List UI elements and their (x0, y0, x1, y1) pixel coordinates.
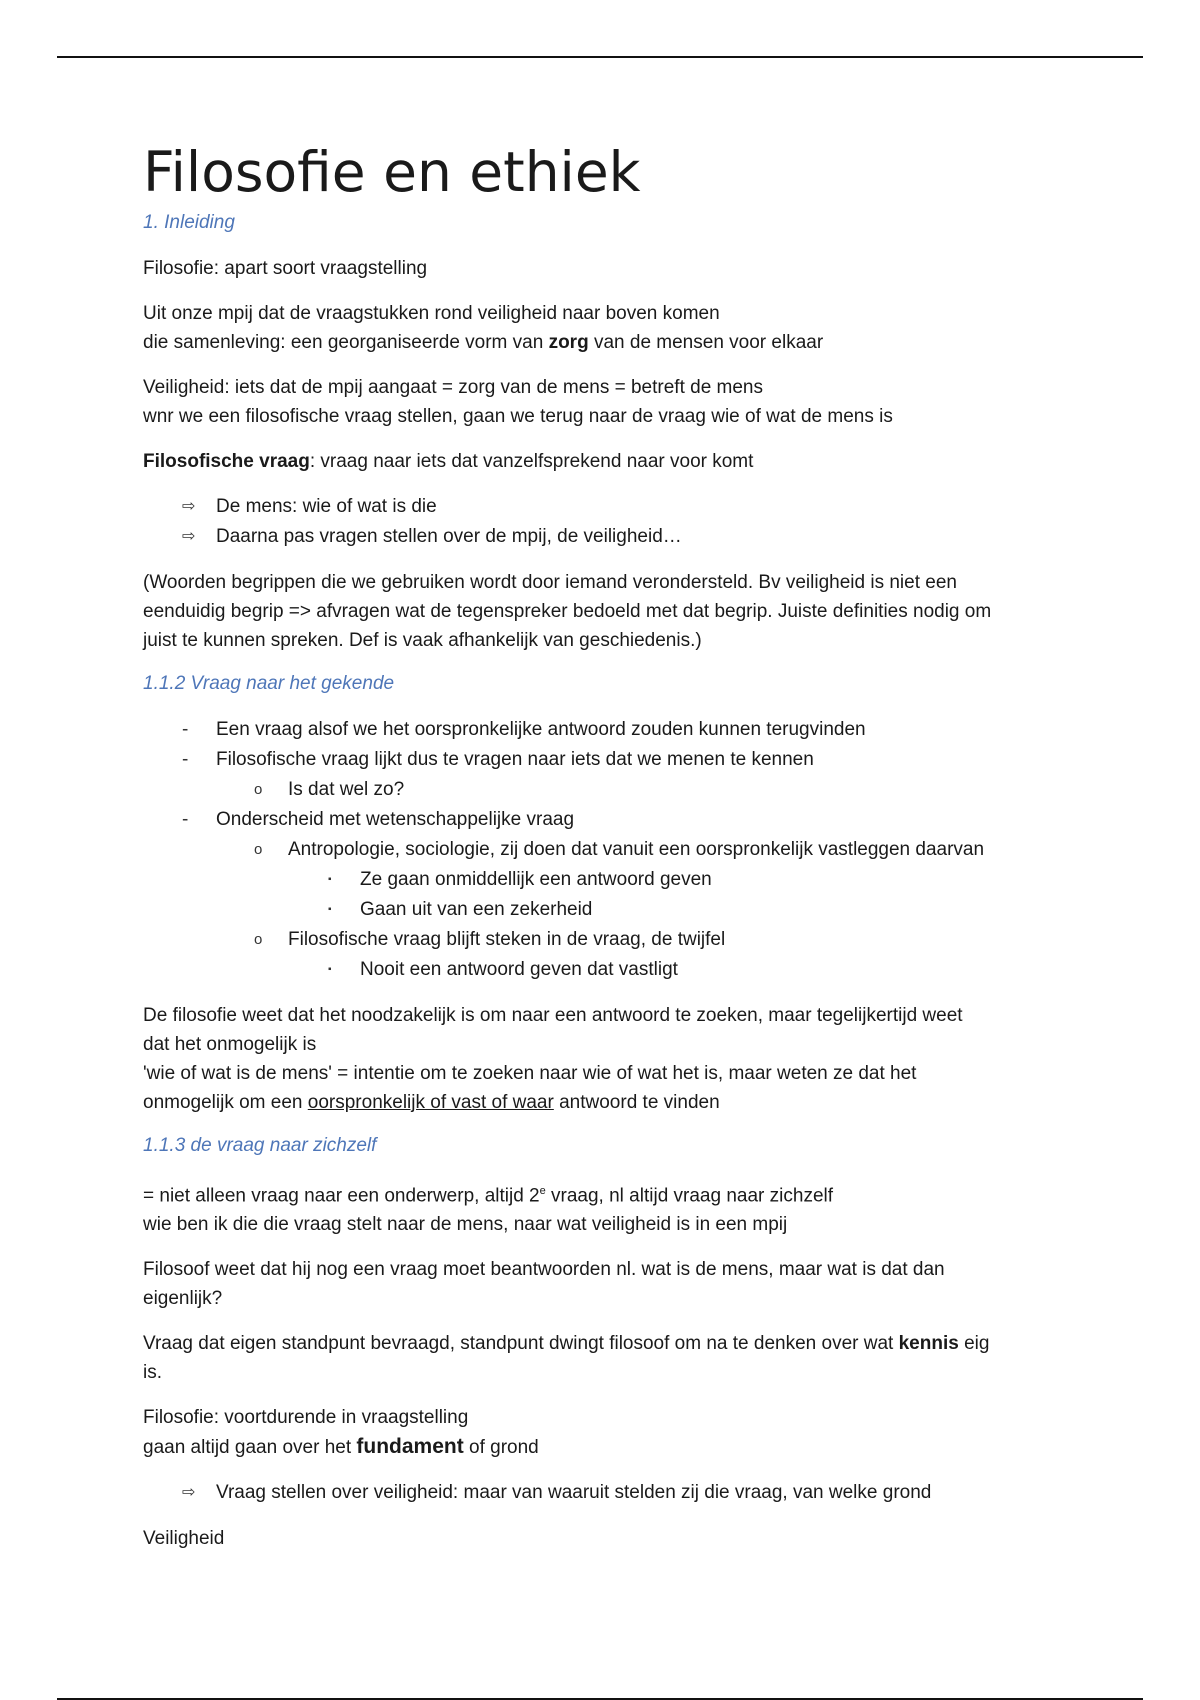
paragraph: Uit onze mpij dat de vraagstukken rond veiligheid naar boven komen die samenleving: een georganiseerde vorm van zorg van de mensen voor elkaar (143, 303, 824, 353)
paragraph: Filosofische vraag: vraag naar iets dat vanzelfsprekend naar voor komt (143, 451, 754, 472)
list-item: o Filosofische vraag blijft steken in de vraag, de twijfel (143, 925, 1073, 955)
heading-inleiding: 1. Inleiding (143, 212, 235, 233)
paragraph: De filosofie weet dat het noodzakelijk is om naar een antwoord te zoeken, maar tegelijkertijd weet dat het onmogelijk is 'wie of wat is de mens' = intentie om te zoeken naar wie of wat het is, maar weten ze dat het onmogelijk om een oorspronkelijk of vast of waar antwoord te vinden (143, 1005, 963, 1113)
document-title: Filosofie en ethiek (143, 140, 641, 204)
dash-bullet-icon: - (182, 749, 189, 770)
circle-bullet-icon: o (254, 931, 263, 948)
list-item: ⇨ De mens: wie of wat is die (143, 492, 1073, 522)
list-item: ▪ Gaan uit van een zekerheid (143, 895, 1073, 925)
arrow-right-outline-icon: ⇨ (182, 528, 196, 545)
list-item: ▪ Nooit een antwoord geven dat vastligt (143, 955, 1073, 985)
dash-bullet-icon: - (182, 719, 189, 740)
square-bullet-icon: ▪ (328, 874, 332, 885)
list-item: - Een vraag alsof we het oorspronkelijke antwoord zouden kunnen terugvinden (143, 715, 1073, 745)
arrow-list (143, 492, 1073, 552)
arrow-list (143, 1478, 1073, 1508)
top-rule (57, 56, 1143, 58)
list-item: ▪ Ze gaan onmiddellijk een antwoord geven (143, 865, 1073, 895)
circle-bullet-icon: o (254, 841, 263, 858)
heading-zichzelf: 1.1.3 de vraag naar zichzelf (143, 1135, 377, 1156)
dash-bullet-icon: - (182, 809, 189, 830)
list-item: - Filosofische vraag lijkt dus te vragen naar iets dat we menen te kennen (143, 745, 1073, 775)
square-bullet-icon: ▪ (328, 964, 332, 975)
list-item: ⇨ Vraag stellen over veiligheid: maar van waaruit stelden zij die vraag, van welke grond (143, 1478, 1073, 1508)
arrow-right-outline-icon: ⇨ (182, 498, 196, 515)
paragraph: Veiligheid (143, 1528, 225, 1550)
paragraph: (Woorden begrippen die we gebruiken wordt door iemand verondersteld. Bv veiligheid is niet een eenduidig begrip => afvragen wat de tegenspreker bedoeld met dat begrip. Juiste definities nodig om juist te kunnen spreken. Def is vaak afhankelijk van geschiedenis.) (143, 572, 992, 651)
list-item: o Is dat wel zo? (143, 775, 1073, 805)
paragraph: Filosofie: voortdurende in vraagstelling gaan altijd gaan over het fundament of grond (143, 1407, 539, 1459)
paragraph: Vraag dat eigen standpunt bevraagd, standpunt dwingt filosoof om na te denken over wat kennis eig is. (143, 1333, 990, 1384)
heading-gekende: 1.1.2 Vraag naar het gekende (143, 673, 395, 694)
list-item: - Onderscheid met wetenschappelijke vraag (143, 805, 1073, 835)
paragraph: = niet alleen vraag naar een onderwerp, altijd 2e vraag, nl altijd vraag naar zichzelf wie ben ik die die vraag stelt naar de mens, naar wat veiligheid is in een mpij (143, 1185, 834, 1236)
arrow-right-outline-icon: ⇨ (182, 1484, 196, 1502)
bullet-list (143, 715, 1073, 985)
circle-bullet-icon: o (254, 781, 263, 798)
document-page (143, 140, 1073, 1569)
list-item: ⇨ Daarna pas vragen stellen over de mpij, de veiligheid… (143, 522, 1073, 552)
square-bullet-icon: ▪ (328, 904, 332, 915)
paragraph: Veiligheid: iets dat de mpij aangaat = zorg van de mens = betreft de mens wnr we een filosofische vraag stellen, gaan we terug naar de vraag wie of wat de mens is (143, 377, 893, 427)
list-item: o Antropologie, sociologie, zij doen dat vanuit een oorspronkelijk vastleggen daarvan (143, 835, 1073, 865)
paragraph: Filosofie: apart soort vraagstelling (143, 258, 428, 279)
paragraph: Filosoof weet dat hij nog een vraag moet beantwoorden nl. wat is de mens, maar wat is dat dan eigenlijk? (143, 1259, 945, 1310)
